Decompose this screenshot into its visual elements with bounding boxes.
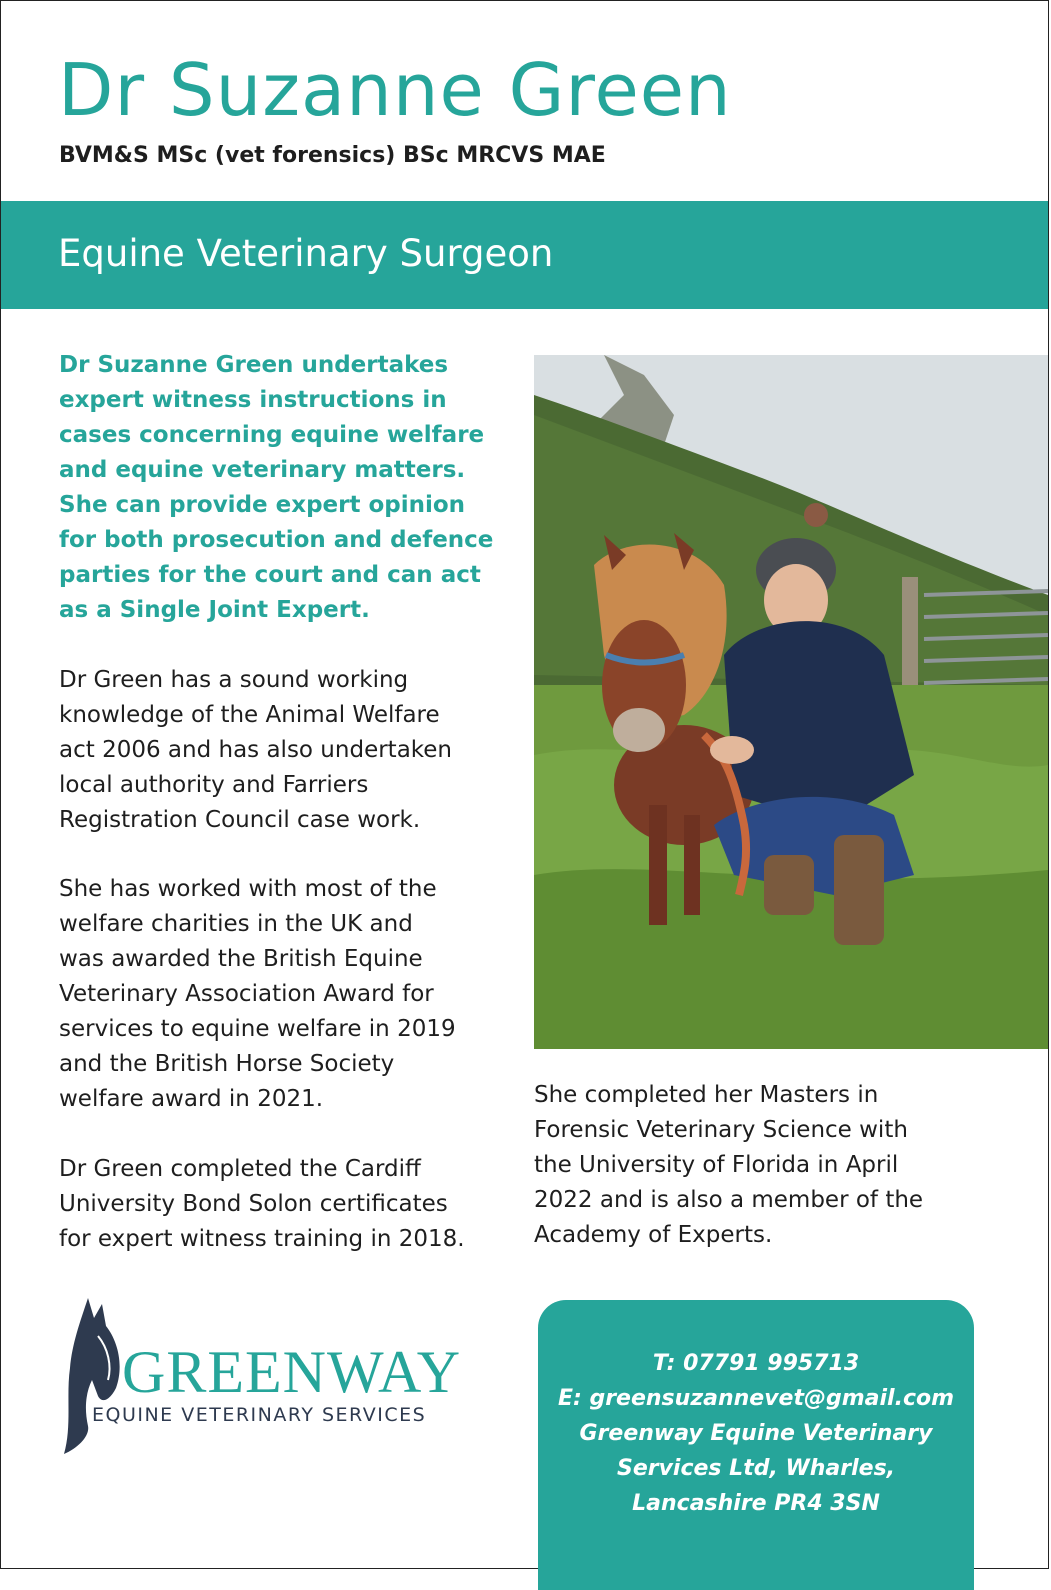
masters-paragraph: [534, 1078, 1004, 1253]
role-title: Equine Veterinary Surgeon: [58, 232, 554, 275]
text-line: services to equine welfare in 2019: [59, 1016, 456, 1042]
intro-line: and equine veterinary matters.: [59, 457, 466, 483]
text-line: welfare charities in the UK and: [59, 911, 413, 937]
welfare-act-paragraph: [59, 663, 509, 838]
text-line: She completed her Masters in: [534, 1082, 879, 1108]
intro-line: for both prosecution and defence: [59, 527, 494, 553]
text-line: Forensic Veterinary Science with: [534, 1117, 908, 1143]
intro-line: expert witness instructions in: [59, 387, 447, 413]
contact-address-line: Lancashire PR4 3SN: [632, 1491, 880, 1516]
logo-subtitle: EQUINE VETERINARY SERVICES: [92, 1404, 427, 1426]
qualifications: BVM&S MSc (vet forensics) BSc MRCVS MAE: [59, 143, 606, 168]
text-line: was awarded the British Equine: [59, 946, 423, 972]
text-line: the University of Florida in April: [534, 1152, 899, 1178]
text-line: Dr Green has a sound working: [59, 667, 409, 693]
intro-line: Dr Suzanne Green undertakes: [59, 352, 449, 378]
contact-email: E: greensuzannevet@gmail.com: [557, 1386, 955, 1411]
intro-line: as a Single Joint Expert.: [59, 597, 370, 623]
intro-line: She can provide expert opinion: [59, 492, 466, 518]
text-line: for expert witness training in 2018.: [59, 1226, 465, 1252]
text-line: University Bond Solon certificates: [59, 1191, 448, 1217]
text-line: act 2006 and has also undertaken: [59, 737, 453, 763]
contact-box: [538, 1300, 974, 1590]
text-line: She has worked with most of the: [59, 876, 437, 902]
text-line: and the British Horse Society: [59, 1051, 395, 1077]
contact-address-line: Greenway Equine Veterinary: [579, 1421, 933, 1446]
text-line: Registration Council case work.: [59, 807, 421, 833]
greenway-logo: [58, 1296, 498, 1456]
intro-line: cases concerning equine welfare: [59, 422, 485, 448]
intro-line: parties for the court and can act: [59, 562, 481, 588]
vet-with-pony-photo: [534, 355, 1048, 1049]
text-line: Academy of Experts.: [534, 1222, 773, 1248]
text-line: knowledge of the Animal Welfare: [59, 702, 440, 728]
logo-wordmark: GREENWAY: [122, 1339, 462, 1405]
awards-paragraph: [59, 872, 509, 1117]
training-paragraph: [59, 1152, 509, 1257]
contact-phone: T: 07791 995713: [652, 1351, 860, 1376]
contact-address-line: Services Ltd, Wharles,: [616, 1456, 896, 1481]
page-title: Dr Suzanne Green: [58, 48, 732, 132]
text-line: Dr Green completed the Cardiff: [59, 1156, 421, 1182]
text-line: local authority and Farriers: [59, 772, 369, 798]
text-line: 2022 and is also a member of the: [534, 1187, 924, 1213]
intro-paragraph: [59, 348, 509, 628]
text-line: welfare award in 2021.: [59, 1086, 324, 1112]
horse-head-icon: [58, 1296, 128, 1456]
text-line: Veterinary Association Award for: [59, 981, 434, 1007]
